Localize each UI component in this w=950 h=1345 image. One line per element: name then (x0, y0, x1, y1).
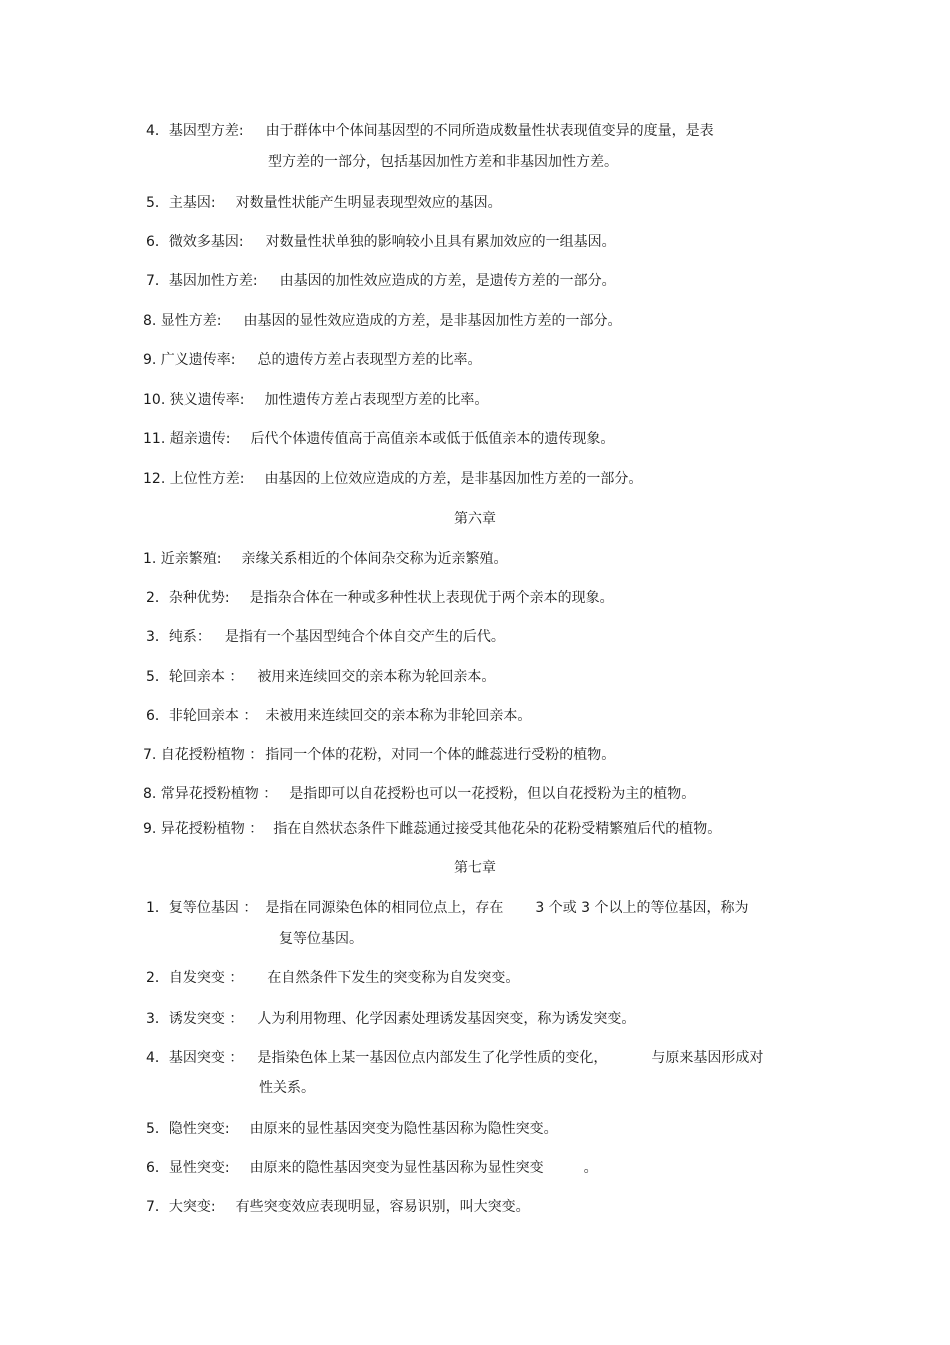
term-continuation: 复等位基因。 (279, 931, 363, 947)
term-definition-tail: 3 个或 3 个以上的等位基因，称为 (535, 900, 749, 916)
term-line (146, 1119, 558, 1139)
term-definition: 由基因的显性效应造成的方差，是非基因加性方差的一部分。 (243, 313, 622, 329)
term-line (143, 549, 508, 569)
term-definition: 亲缘关系相近的个体间杂交称为近亲繁殖。 (241, 551, 508, 567)
term-name: 3．纯系： (146, 629, 211, 645)
term-name: 1. 近亲繁殖: (143, 551, 222, 567)
term-definition-tail: 与原来基因形成对 (651, 1050, 764, 1066)
term-name: 10. 狭义遗传率: (143, 392, 245, 408)
term-definition: 被用来连续回交的亲本称为轮回亲本。 (257, 669, 496, 685)
term-line (146, 193, 502, 213)
term-continuation: 型方差的一部分，包括基因加性方差和非基因加性方差。 (268, 154, 618, 170)
term-name: 7. 自花授粉植物 ： (143, 747, 264, 763)
term-name: 8. 显性方差: (143, 313, 222, 329)
term-name: 11. 超亲遗传: (143, 431, 231, 447)
term-definition: 指在自然状态条件下雌蕊通过接受其他花朵的花粉受精繁殖后代的植物。 (273, 821, 722, 837)
term-definition: 加性遗传方差占表现型方差的比率。 (264, 392, 489, 408)
term-line (146, 271, 616, 291)
term-line (146, 1048, 763, 1068)
term-name: 5．轮回亲本 ： (146, 669, 244, 685)
term-name: 8. 常异花授粉植物 ： (143, 786, 278, 802)
term-line (146, 898, 749, 918)
term-line (143, 469, 642, 489)
term-definition: 后代个体遗传值高于高值亲本或低于低值亲本的遗传现象。 (250, 431, 615, 447)
term-name: 5．主基因: (146, 195, 216, 211)
term-definition: 指同一个体的花粉，对同一个体的雌蕊进行受粉的植物。 (265, 747, 616, 763)
term-name: 5．隐性突变: (146, 1121, 230, 1137)
term-definition: 是指即可以自花授粉也可以一花授粉，但以自花授粉为主的植物。 (289, 786, 696, 802)
term-line (146, 706, 531, 726)
term-definition: 总的遗传方差占表现型方差的比率。 (257, 352, 482, 368)
term-definition: 在自然条件下发生的突变称为自发突变。 (267, 970, 520, 986)
term-name: 12. 上位性方差: (143, 471, 245, 487)
term-line (146, 667, 495, 687)
term-definition: 对数量性状能产生明显表现型效应的基因。 (235, 195, 502, 211)
term-definition: 是指杂合体在一种或多种性状上表现优于两个亲本的现象。 (249, 590, 614, 606)
chapter-heading: 第六章 (454, 511, 496, 527)
term-name: 7．基因加性方差: (146, 273, 258, 289)
term-definition: 有些突变效应表现明显，容易识别，叫大突变。 (235, 1199, 530, 1215)
term-name: 9. 广义遗传率: (143, 352, 236, 368)
term-line (143, 745, 615, 765)
term-continuation: 性关系。 (259, 1080, 315, 1096)
term-definition: 是指有一个基因型纯合个体自交产生的后代。 (224, 629, 505, 645)
term-name: 6．非轮回亲本 ： (146, 708, 258, 724)
term-line (143, 390, 488, 410)
term-name: 4．基因突变 ： (146, 1050, 244, 1066)
term-line (146, 1009, 635, 1029)
term-definition: 是指在同源染色体的相同位点上，存在 (265, 900, 504, 916)
term-line (146, 968, 519, 988)
term-definition: 由于群体中个体间基因型的不同所造成数量性状表现值变异的度量，是表 (265, 123, 714, 139)
term-name: 7．大突变: (146, 1199, 216, 1215)
term-definition-tail: 。 (583, 1160, 598, 1176)
term-definition: 对数量性状单独的影响较小且具有累加效应的一组基因。 (265, 234, 616, 250)
term-name: 2．杂种优势: (146, 590, 230, 606)
term-name: 3．诱发突变 ： (146, 1011, 244, 1027)
term-line (146, 121, 714, 141)
chapter-heading: 第七章 (454, 860, 496, 876)
term-name: 9. 异花授粉植物 ： (143, 821, 264, 837)
term-line (146, 1158, 598, 1178)
term-name: 6．显性突变: (146, 1160, 230, 1176)
term-definition: 由原来的显性基因突变为隐性基因称为隐性突变。 (249, 1121, 558, 1137)
term-name: 6．微效多基因: (146, 234, 244, 250)
term-line (143, 429, 614, 449)
term-line (146, 627, 505, 647)
term-line (146, 1197, 530, 1217)
term-name: 4．基因型方差: (146, 123, 244, 139)
term-line (146, 232, 616, 252)
term-line (143, 819, 721, 839)
term-name: 1．复等位基因 ： (146, 900, 258, 916)
term-name: 2．自发突变 ： (146, 970, 244, 986)
term-definition: 由原来的隐性基因突变为显性基因称为显性突变 (249, 1160, 544, 1176)
term-definition: 人为利用物理、化学因素处理诱发基因突变，称为诱发突变。 (257, 1011, 636, 1027)
term-line (143, 784, 695, 804)
term-line (143, 311, 622, 331)
term-definition: 由基因的上位效应造成的方差，是非基因加性方差的一部分。 (264, 471, 643, 487)
term-definition: 未被用来连续回交的亲本称为非轮回亲本。 (265, 708, 532, 724)
term-definition: 是指染色体上某一基因位点内部发生了化学性质的变化， (257, 1050, 608, 1066)
term-line (146, 588, 614, 608)
term-definition: 由基因的加性效应造成的方差，是遗传方差的一部分。 (279, 273, 616, 289)
term-line (143, 350, 482, 370)
